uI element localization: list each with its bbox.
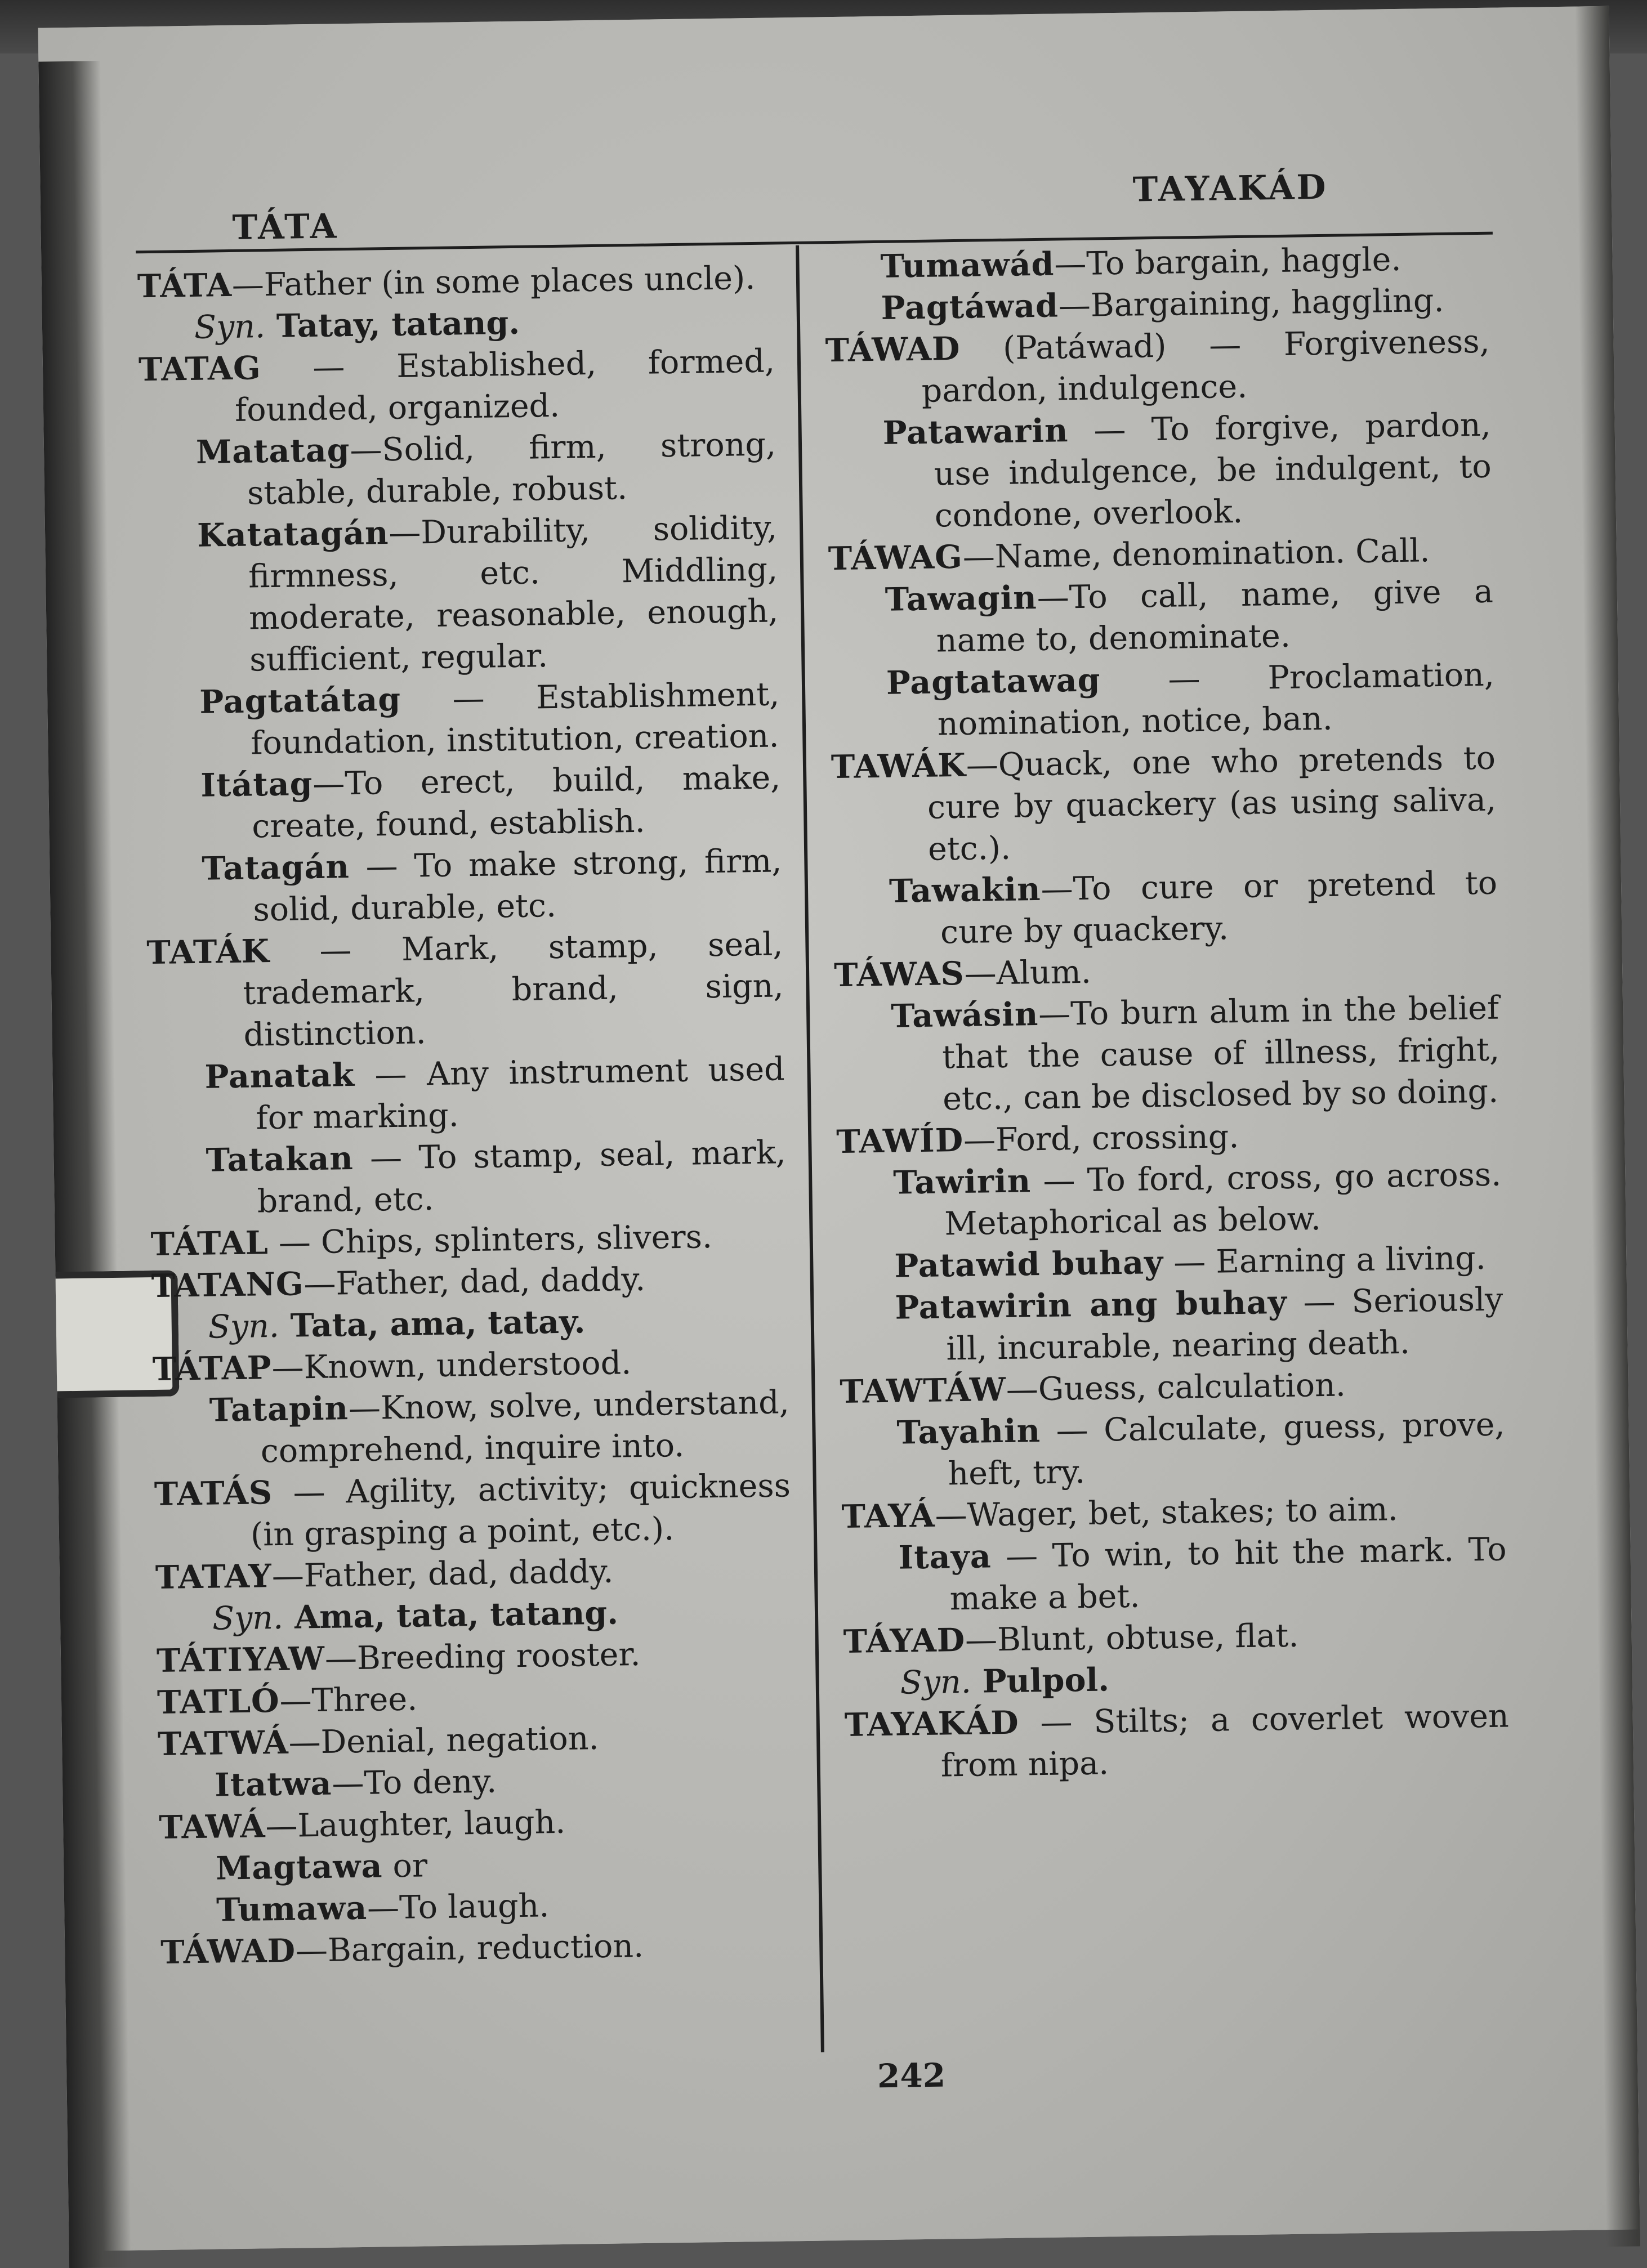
definition: —Blunt, obtuse, flat.: [965, 1617, 1299, 1659]
headword: Tawakin: [889, 870, 1042, 910]
headword: Itatwa: [214, 1764, 332, 1804]
headword: TATAY: [155, 1557, 273, 1597]
definition: —Denial, negation.: [288, 1720, 599, 1761]
headword: TATWÁ: [157, 1723, 289, 1763]
headword: Patawirin ang buhay: [894, 1283, 1288, 1327]
definition: — To win, to hit the mark. To make a bet.: [949, 1531, 1507, 1618]
definition: — To forgive, pardon, use indulgence, be indulgent, to condone, overlook.: [934, 406, 1492, 535]
sub-entry: [153, 1381, 790, 1474]
page-number: 242: [877, 2056, 946, 2096]
definition: — To make strong, firm, solid, durable, etc.: [253, 842, 782, 929]
definition: —To burn alum in the belief that the cause of illness, fright, etc., can be disclosed by so doing.: [941, 989, 1500, 1118]
sub-entry: [145, 840, 783, 932]
headword: Tawirin: [892, 1162, 1032, 1202]
definition: — Earning a living.: [1163, 1239, 1487, 1281]
headword: TÁTIYAW: [156, 1639, 325, 1680]
headword: TAYÁ: [841, 1496, 936, 1536]
synonym-label: Syn.: [900, 1663, 972, 1702]
definition: —To cure or pretend to cure by quackery.: [940, 864, 1498, 951]
sub-entry: [140, 423, 777, 516]
definition: —Father, dad, daddy.: [303, 1260, 646, 1303]
headword: TATLÓ: [157, 1681, 280, 1722]
headword: Magtawa: [215, 1847, 383, 1887]
headword: Tatagán: [201, 848, 350, 888]
definition: —Father (in some places uncle).: [231, 259, 756, 304]
definition: — To stamp, seal, mark, brand, etc.: [257, 1134, 787, 1220]
definition: —Alum.: [964, 953, 1092, 992]
headword: TÁYAD: [843, 1621, 966, 1661]
synonym-words: Tatay, tatang.: [265, 303, 520, 346]
dictionary-entry: [825, 321, 1490, 413]
page-edge-shadow: [1575, 6, 1640, 2247]
headword: Panatak: [204, 1056, 355, 1096]
left-column: [137, 257, 797, 1973]
definition: —To bargain, haggle.: [1054, 240, 1401, 283]
headword: Pagtatawag: [886, 661, 1101, 702]
definition: — Agility, activity; quickness (in grasping a point, etc.).: [250, 1467, 791, 1554]
headword: TAWÁ: [158, 1807, 266, 1846]
headword: Pagtáwad: [881, 287, 1059, 327]
definition: — To ford, cross, go across. Metaphorical as below.: [944, 1156, 1502, 1243]
headword: TÁWAD: [160, 1931, 296, 1971]
definition: — Establishment, foundation, institution, creation.: [250, 676, 780, 762]
sub-entry: [840, 1404, 1506, 1496]
definition: —Ford, crossing.: [963, 1118, 1239, 1159]
dictionary-entry: [137, 257, 774, 307]
definition: —Laughter, laugh.: [265, 1803, 566, 1845]
headword: Matatag: [195, 431, 350, 471]
synonym-label: Syn.: [208, 1307, 280, 1346]
headword: Katatagán: [197, 514, 389, 554]
headword: TÁTAP: [152, 1349, 273, 1389]
column-divider: [796, 245, 824, 2052]
definition: —Breeding rooster.: [324, 1636, 641, 1677]
sub-entry: [149, 1131, 787, 1224]
headword: TAYAKÁD: [844, 1703, 1020, 1744]
headword: TÁWAG: [828, 538, 963, 578]
definition: — Chips, splinters, slivers.: [268, 1218, 713, 1262]
definition: — Mark, stamp, seal, trademark, brand, sign, distinction.: [243, 925, 784, 1054]
synonym-words: Ama, tata, tatang.: [283, 1594, 619, 1636]
headword: TÁWAS: [833, 954, 965, 995]
headword: TAWTÁW: [840, 1370, 1007, 1411]
headword: Tawagin: [885, 579, 1038, 619]
headword: Tatakan: [206, 1139, 354, 1179]
sub-entry: [144, 757, 782, 849]
running-head-right: TAYAKÁD: [1132, 167, 1329, 210]
headword: TÁTA: [137, 266, 233, 306]
definition: —Guess, calculation.: [1006, 1366, 1346, 1408]
headword: TATÁS: [154, 1474, 273, 1514]
headword: TATÁK: [146, 932, 270, 972]
definition: —Three.: [279, 1680, 418, 1720]
definition: —Solid, firm, strong, stable, durable, robust.: [247, 426, 776, 512]
sub-entry: [828, 571, 1494, 663]
dictionary-entry: [139, 340, 776, 432]
definition: —Durability, solidity, firmness, etc. Middling, moderate, reasonable, enough, sufficient, regular.: [248, 509, 779, 679]
definition: —Bargain, reduction.: [295, 1927, 644, 1970]
headword: Tayahin: [896, 1412, 1041, 1452]
dictionary-entry: [154, 1465, 791, 1557]
definition: —To laugh.: [367, 1887, 550, 1927]
definition: —Name, denomination. Call.: [962, 532, 1430, 576]
definition: — Seriously ill, incurable, nearing death.: [946, 1281, 1503, 1368]
headword: Patawarin: [882, 411, 1069, 452]
sub-entry: [141, 507, 779, 682]
definition: —Father, dad, daddy.: [271, 1553, 614, 1595]
synonym-label: Syn.: [194, 308, 266, 346]
synonym-label: Syn.: [212, 1599, 284, 1638]
definition: —Quack, one who pretends to cure by quackery (as using saliva, etc.).: [927, 739, 1497, 868]
headword: Tumawa: [216, 1889, 368, 1929]
headword: TÁTAL: [150, 1224, 269, 1264]
headword: TAWÍD: [836, 1121, 964, 1161]
definition: — Established, formed, founded, organized.: [234, 342, 775, 429]
headword: Tawásin: [890, 995, 1039, 1035]
sub-entry: [148, 1048, 785, 1140]
dictionary-entry: [150, 1215, 787, 1265]
dictionary-entry: [844, 1695, 1510, 1787]
definition: —To call, name, give a name to, denominate.: [936, 572, 1494, 660]
headword: TÁWAD: [825, 329, 961, 370]
synonym-words: Pulpol.: [971, 1661, 1110, 1701]
running-head-left: TÁTA: [232, 207, 339, 248]
definition: — Stilts; a coverlet woven from nipa.: [940, 1697, 1510, 1784]
definition: — Any instrument used for marking.: [256, 1050, 785, 1137]
headword: Itaya: [898, 1537, 992, 1577]
definition: —Wager, bet, stakes; to aim.: [935, 1491, 1399, 1535]
headword: Tumawád: [880, 245, 1055, 285]
sub-entry: [143, 673, 780, 766]
headword: Patawid buhay: [894, 1243, 1164, 1285]
headword: TAWÁK: [831, 746, 967, 786]
headword: Pagtatátag: [199, 680, 401, 721]
definition: or: [382, 1847, 428, 1885]
headword: Tatapin: [209, 1389, 349, 1429]
sub-entry: [829, 654, 1495, 746]
binding-shadow: [38, 61, 131, 2268]
headword: Itátag: [200, 764, 313, 804]
sub-entry: [833, 862, 1498, 955]
synonym-words: Tata, ama, tatay.: [279, 1303, 586, 1345]
headword: TATANG: [151, 1265, 304, 1305]
definition: —Bargaining, haggling.: [1058, 281, 1444, 325]
definition: — Proclamation, nomination, notice, ban.: [937, 656, 1495, 743]
definition: —To erect, build, make, create, found, establish.: [251, 759, 781, 846]
sub-entry: [837, 1154, 1502, 1246]
definition: —Know, solve, understand, comprehend, inquire into.: [260, 1384, 790, 1470]
sub-entry: [842, 1529, 1507, 1621]
sub-entry: [826, 404, 1492, 538]
definition: —Known, understood.: [271, 1344, 632, 1387]
dictionary-entry: [831, 737, 1497, 871]
sub-entry: [838, 1279, 1504, 1371]
dictionary-entry: [146, 923, 784, 1057]
sub-entry: [834, 987, 1501, 1121]
headword: TATAG: [138, 349, 262, 389]
definition: — Calculate, guess, prove, heft, try.: [948, 1406, 1505, 1493]
definition: —To deny.: [331, 1762, 497, 1802]
right-column: [824, 238, 1510, 1788]
dictionary-entry: [160, 1923, 797, 1974]
definition: (Patáwad) — Forgiveness, pardon, indulgence.: [921, 323, 1490, 410]
dictionary-page: [38, 6, 1640, 2252]
